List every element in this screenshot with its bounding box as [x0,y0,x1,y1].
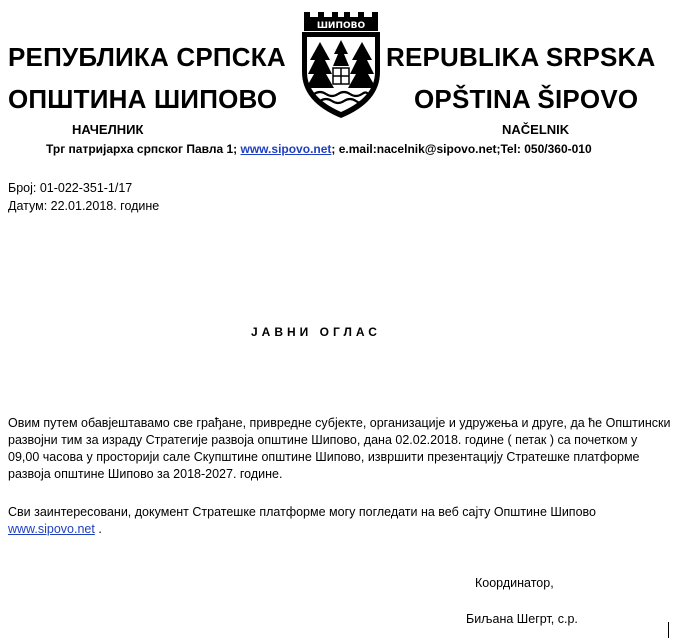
website-link[interactable]: www.sipovo.net [240,142,332,156]
document-title: ЈАВНИ ОГЛАС [251,325,381,339]
contact-line [46,142,592,156]
header-left-line2: ОПШТИНА ШИПОВО [8,84,278,114]
website-paragraph-end: . [94,522,102,536]
header-right-line2: OPŠTINA ŠIPOVO [414,84,639,114]
municipality-crest-icon [298,8,384,120]
header-right-line1: REPUBLIKA SRPSKA [386,42,656,72]
signature-name: Биљана Шегрт, с.р. [466,612,578,626]
header-left-line1: РЕПУБЛИКА СРПСКА [8,42,286,72]
contact-rest: ; e.mail:nacelnik@sipovo.net;Tel: 050/360-010 [331,142,592,156]
coordinator-label: Координатор, [475,576,554,590]
header-left-role: НАЧЕЛНИК [72,122,144,137]
crest-label: ШИПОВО [316,21,366,31]
website-paragraph-text: Сви заинтересовани, документ Стратешке платформе могу погледати на веб сајту Општине Шипово [8,505,596,519]
page-edge-mark [668,622,669,638]
contact-address: Трг патријарха српског Павла 1; [46,142,241,156]
website-paragraph [8,504,672,538]
document-date: Датум: 22.01.2018. године [8,199,160,213]
website-paragraph-link[interactable]: www.sipovo.net [8,522,95,536]
header-right-role: NAČELNIK [502,122,570,137]
announcement-paragraph: Овим путем обавјештавамо све грађане, привредне субјекте, организације и удружења и друге, да ће Општински развојни тим за израду Стратегије развоја општине Шипово, дана 02.02.2018. године ( петак ) са почетком у 09,00 часова у просторији сале Скупштине општине Шипово, извршити презентацију Стратешке платформе развоја општине Шипово за 2018-2027. године. [8,416,671,481]
document-number: Број: 01-022-351-1/17 [8,181,133,195]
